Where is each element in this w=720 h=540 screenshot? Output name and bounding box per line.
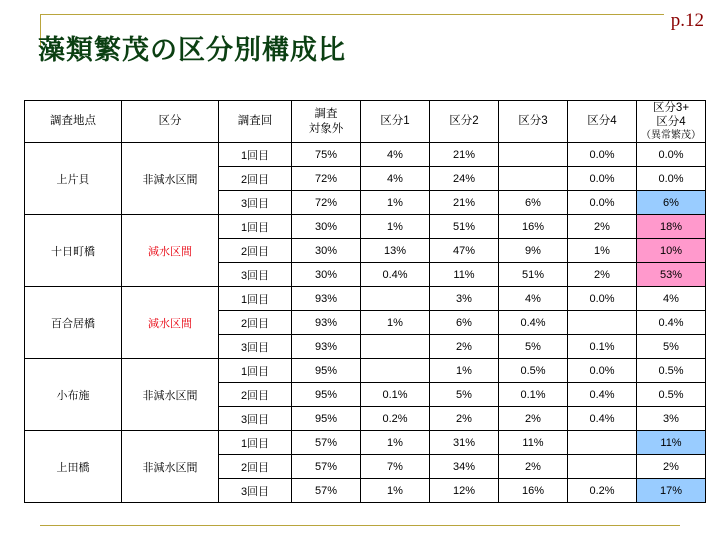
- cell-class3-plus-4: 0.4%: [637, 311, 706, 335]
- cell-class3: 5%: [499, 335, 568, 359]
- col-header-outside-line2: 対象外: [308, 122, 344, 135]
- col-header-class2: 区分2: [430, 101, 499, 143]
- cell-class4: 0.4%: [568, 383, 637, 407]
- cell-site: 百合居橋: [25, 287, 122, 359]
- cell-round: 3回目: [219, 263, 292, 287]
- cell-class4: [568, 431, 637, 455]
- cell-round: 2回目: [219, 311, 292, 335]
- cell-round: 2回目: [219, 167, 292, 191]
- cell-class3: 51%: [499, 263, 568, 287]
- col-header-sum-line2: 区分4: [656, 116, 686, 129]
- cell-round: 2回目: [219, 239, 292, 263]
- cell-class3: 11%: [499, 431, 568, 455]
- cell-class3: 2%: [499, 407, 568, 431]
- table-row: [25, 287, 706, 311]
- cell-class1: [361, 287, 430, 311]
- cell-class3: 9%: [499, 239, 568, 263]
- cell-outside: 93%: [292, 335, 361, 359]
- cell-class3-plus-4: 17%: [637, 479, 706, 503]
- cell-class3-plus-4: 0.0%: [637, 167, 706, 191]
- cell-class2: 3%: [430, 287, 499, 311]
- cell-outside: 72%: [292, 191, 361, 215]
- cell-outside: 93%: [292, 287, 361, 311]
- cell-class3: 0.1%: [499, 383, 568, 407]
- title-rule-top: [40, 14, 664, 15]
- cell-outside: 30%: [292, 263, 361, 287]
- cell-class4: 0.0%: [568, 143, 637, 167]
- cell-round: 1回目: [219, 143, 292, 167]
- col-header-class4: 区分4: [568, 101, 637, 143]
- cell-outside: 57%: [292, 455, 361, 479]
- table-header-row: [25, 101, 706, 143]
- cell-site: 十日町橋: [25, 215, 122, 287]
- cell-class2: 51%: [430, 215, 499, 239]
- cell-outside: 93%: [292, 311, 361, 335]
- cell-class2: 11%: [430, 263, 499, 287]
- cell-class1: 4%: [361, 143, 430, 167]
- col-header-site: 調査地点: [25, 101, 122, 143]
- cell-class1: 1%: [361, 311, 430, 335]
- data-table-wrapper: [24, 100, 706, 503]
- cell-class2: 2%: [430, 407, 499, 431]
- cell-class3-plus-4: 5%: [637, 335, 706, 359]
- cell-class4: 1%: [568, 239, 637, 263]
- cell-class: 減水区間: [122, 287, 219, 359]
- table-row: [25, 143, 706, 167]
- cell-site: 上田橋: [25, 431, 122, 503]
- table-body: [25, 143, 706, 503]
- cell-class3-plus-4: 18%: [637, 215, 706, 239]
- table-row: [25, 215, 706, 239]
- cell-class3: 16%: [499, 479, 568, 503]
- cell-class3: 6%: [499, 191, 568, 215]
- footer-rule: [40, 525, 680, 526]
- cell-class: 非減水区間: [122, 431, 219, 503]
- col-header-outside-line1: 調査: [314, 108, 338, 121]
- cell-class3: 16%: [499, 215, 568, 239]
- cell-class4: 0.0%: [568, 287, 637, 311]
- cell-class1: 1%: [361, 215, 430, 239]
- cell-class1: 1%: [361, 431, 430, 455]
- cell-site: 小布施: [25, 359, 122, 431]
- cell-class3-plus-4: 4%: [637, 287, 706, 311]
- cell-class3: 0.4%: [499, 311, 568, 335]
- composition-table: [24, 100, 706, 503]
- cell-class3: [499, 143, 568, 167]
- cell-class4: 0.0%: [568, 167, 637, 191]
- col-header-class3: 区分3: [499, 101, 568, 143]
- cell-class4: [568, 311, 637, 335]
- cell-outside: 75%: [292, 143, 361, 167]
- cell-class2: 47%: [430, 239, 499, 263]
- cell-outside: 95%: [292, 407, 361, 431]
- cell-outside: 30%: [292, 239, 361, 263]
- cell-class3-plus-4: 11%: [637, 431, 706, 455]
- title-block: [24, 14, 664, 72]
- col-header-sum-line1: 区分3+: [652, 102, 690, 114]
- cell-site: 上片貝: [25, 143, 122, 215]
- cell-outside: 57%: [292, 479, 361, 503]
- cell-class1: [361, 359, 430, 383]
- cell-round: 3回目: [219, 479, 292, 503]
- cell-outside: 57%: [292, 431, 361, 455]
- cell-class2: 2%: [430, 335, 499, 359]
- table-row: [25, 359, 706, 383]
- cell-class3-plus-4: 0.0%: [637, 143, 706, 167]
- cell-class4: 0.4%: [568, 407, 637, 431]
- cell-class1: 1%: [361, 479, 430, 503]
- cell-class2: 21%: [430, 143, 499, 167]
- cell-class1: 1%: [361, 191, 430, 215]
- page-number: p.12: [670, 10, 704, 31]
- cell-class3-plus-4: 53%: [637, 263, 706, 287]
- cell-class: 減水区間: [122, 215, 219, 287]
- col-header-round: 調査回: [219, 101, 292, 143]
- cell-class2: 1%: [430, 359, 499, 383]
- cell-class3-plus-4: 10%: [637, 239, 706, 263]
- cell-round: 1回目: [219, 359, 292, 383]
- cell-class: 非減水区間: [122, 143, 219, 215]
- cell-class4: 0.0%: [568, 359, 637, 383]
- cell-class4: 0.2%: [568, 479, 637, 503]
- cell-outside: 72%: [292, 167, 361, 191]
- cell-class4: 0.1%: [568, 335, 637, 359]
- cell-round: 2回目: [219, 383, 292, 407]
- cell-class3-plus-4: 2%: [637, 455, 706, 479]
- cell-class1: 4%: [361, 167, 430, 191]
- cell-outside: 95%: [292, 383, 361, 407]
- cell-outside: 30%: [292, 215, 361, 239]
- table-header: [25, 101, 706, 143]
- cell-class1: 13%: [361, 239, 430, 263]
- cell-class1: 7%: [361, 455, 430, 479]
- cell-class4: 2%: [568, 215, 637, 239]
- cell-class1: [361, 335, 430, 359]
- cell-round: 3回目: [219, 335, 292, 359]
- cell-class: 非減水区間: [122, 359, 219, 431]
- cell-class3-plus-4: 6%: [637, 191, 706, 215]
- cell-class2: 31%: [430, 431, 499, 455]
- cell-round: 1回目: [219, 287, 292, 311]
- cell-class2: 24%: [430, 167, 499, 191]
- col-header-class1: 区分1: [361, 101, 430, 143]
- cell-class4: 2%: [568, 263, 637, 287]
- cell-class3: [499, 167, 568, 191]
- cell-class2: 34%: [430, 455, 499, 479]
- cell-round: 2回目: [219, 455, 292, 479]
- cell-class2: 5%: [430, 383, 499, 407]
- col-header-class3-plus-4: [637, 101, 706, 143]
- cell-round: 1回目: [219, 215, 292, 239]
- cell-class3-plus-4: 0.5%: [637, 359, 706, 383]
- cell-class3: 4%: [499, 287, 568, 311]
- cell-class2: 21%: [430, 191, 499, 215]
- cell-class3-plus-4: 3%: [637, 407, 706, 431]
- cell-class1: 0.1%: [361, 383, 430, 407]
- cell-class4: 0.0%: [568, 191, 637, 215]
- cell-class1: 0.2%: [361, 407, 430, 431]
- cell-class3: 2%: [499, 455, 568, 479]
- cell-class2: 12%: [430, 479, 499, 503]
- cell-class3-plus-4: 0.5%: [637, 383, 706, 407]
- col-header-class: 区分: [122, 101, 219, 143]
- page-title: 藻類繁茂の区分別構成比: [38, 35, 346, 65]
- col-header-outside: [292, 101, 361, 143]
- cell-class2: 6%: [430, 311, 499, 335]
- cell-class4: [568, 455, 637, 479]
- col-header-sum-line3: （異常繁茂）: [641, 129, 701, 141]
- cell-round: 3回目: [219, 407, 292, 431]
- table-row: [25, 431, 706, 455]
- cell-class3: 0.5%: [499, 359, 568, 383]
- cell-class1: 0.4%: [361, 263, 430, 287]
- cell-outside: 95%: [292, 359, 361, 383]
- cell-round: 3回目: [219, 191, 292, 215]
- cell-round: 1回目: [219, 431, 292, 455]
